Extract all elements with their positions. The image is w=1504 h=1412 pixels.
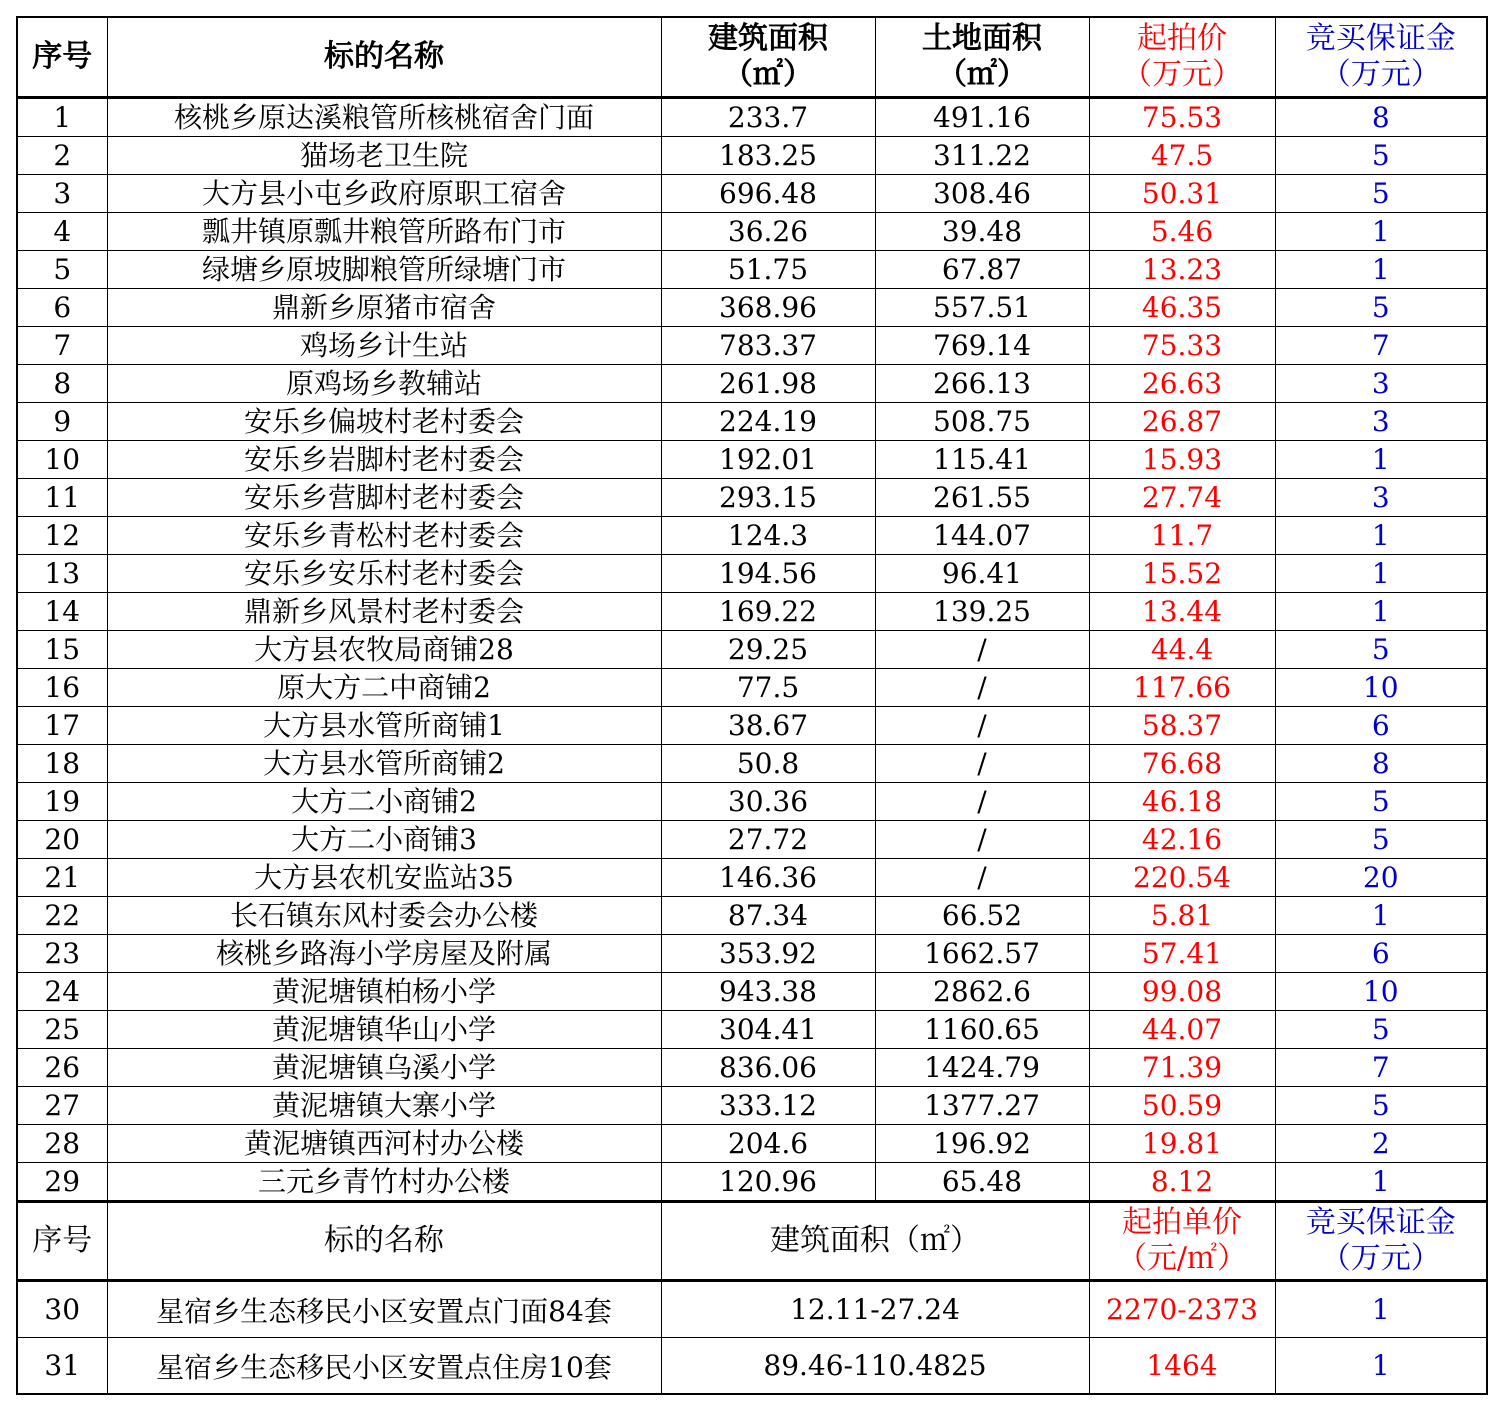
cell-land-area: / [875, 821, 1089, 859]
cell-deposit: 1 [1275, 213, 1487, 251]
table-row [17, 479, 1487, 517]
cell-building-area: 333.12 [661, 1087, 875, 1125]
cell-land-area: 1424.79 [875, 1049, 1089, 1087]
header-name: 标的名称 [107, 17, 661, 98]
cell-building-area: 183.25 [661, 137, 875, 175]
header-deposit [1275, 17, 1487, 98]
cell-land-area: 65.48 [875, 1163, 1089, 1202]
cell-land-area: 557.51 [875, 289, 1089, 327]
cell-start-price: 71.39 [1089, 1049, 1275, 1087]
table-header-row [17, 17, 1487, 98]
cell-building-area: 51.75 [661, 251, 875, 289]
cell-land-area: / [875, 745, 1089, 783]
cell-building-area: 120.96 [661, 1163, 875, 1202]
cell-seq: 5 [17, 251, 107, 289]
cell-name: 鼎新乡原猪市宿舍 [107, 289, 661, 327]
cell-seq: 24 [17, 973, 107, 1011]
cell-seq: 6 [17, 289, 107, 327]
sub-header-seq: 序号 [17, 1202, 107, 1281]
cell-deposit: 5 [1275, 175, 1487, 213]
cell-name: 安乐乡岩脚村老村委会 [107, 441, 661, 479]
table-row [17, 517, 1487, 555]
cell-deposit: 5 [1275, 631, 1487, 669]
table-row [17, 1125, 1487, 1163]
cell-seq: 25 [17, 1011, 107, 1049]
header-deposit-line1: 竞买保证金 [1305, 21, 1456, 56]
cell-seq: 10 [17, 441, 107, 479]
cell-start-price: 57.41 [1089, 935, 1275, 973]
cell-seq: 2 [17, 137, 107, 175]
cell-deposit: 3 [1275, 403, 1487, 441]
cell-land-area: 266.13 [875, 365, 1089, 403]
cell-land-area: 67.87 [875, 251, 1089, 289]
cell-land-area: / [875, 783, 1089, 821]
cell-name: 大方县小屯乡政府原职工宿舍 [107, 175, 661, 213]
cell-building-area: 89.46-110.4825 [661, 1338, 1089, 1395]
cell-start-price: 50.59 [1089, 1087, 1275, 1125]
cell-seq: 15 [17, 631, 107, 669]
cell-land-area: 1160.65 [875, 1011, 1089, 1049]
cell-land-area: 1662.57 [875, 935, 1089, 973]
sub-table-body [17, 1281, 1487, 1395]
cell-land-area: / [875, 669, 1089, 707]
cell-start-price: 75.53 [1089, 98, 1275, 137]
cell-deposit: 1 [1275, 441, 1487, 479]
cell-building-area: 783.37 [661, 327, 875, 365]
cell-unit-price: 2270-2373 [1089, 1281, 1275, 1338]
cell-name: 长石镇东风村委会办公楼 [107, 897, 661, 935]
cell-seq: 20 [17, 821, 107, 859]
cell-name: 鸡场乡计生站 [107, 327, 661, 365]
cell-start-price: 44.4 [1089, 631, 1275, 669]
cell-deposit: 1 [1275, 517, 1487, 555]
cell-name: 大方二小商铺3 [107, 821, 661, 859]
table-row [17, 289, 1487, 327]
cell-name: 黄泥塘镇西河村办公楼 [107, 1125, 661, 1163]
cell-deposit: 10 [1275, 669, 1487, 707]
cell-seq: 22 [17, 897, 107, 935]
cell-seq: 8 [17, 365, 107, 403]
cell-seq: 19 [17, 783, 107, 821]
cell-land-area: 196.92 [875, 1125, 1089, 1163]
cell-start-price: 27.74 [1089, 479, 1275, 517]
table-row [17, 1049, 1487, 1087]
cell-deposit: 1 [1275, 1338, 1487, 1395]
cell-name: 猫场老卫生院 [107, 137, 661, 175]
cell-deposit: 6 [1275, 707, 1487, 745]
cell-name: 大方县水管所商铺1 [107, 707, 661, 745]
table-body [17, 98, 1487, 1202]
cell-name: 安乐乡安乐村老村委会 [107, 555, 661, 593]
sub-header-deposit [1275, 1202, 1487, 1281]
cell-building-area: 50.8 [661, 745, 875, 783]
sub-header-unit-price [1089, 1202, 1275, 1281]
cell-seq: 4 [17, 213, 107, 251]
cell-deposit: 3 [1275, 365, 1487, 403]
cell-building-area: 77.5 [661, 669, 875, 707]
cell-land-area: 144.07 [875, 517, 1089, 555]
cell-land-area: 66.52 [875, 897, 1089, 935]
cell-name: 星宿乡生态移民小区安置点住房10套 [107, 1338, 661, 1395]
cell-deposit: 5 [1275, 821, 1487, 859]
cell-name: 黄泥塘镇柏杨小学 [107, 973, 661, 1011]
cell-building-area: 304.41 [661, 1011, 875, 1049]
auction-listing-sheet [16, 16, 1486, 1395]
cell-land-area: 491.16 [875, 98, 1089, 137]
cell-deposit: 7 [1275, 1049, 1487, 1087]
cell-seq: 30 [17, 1281, 107, 1338]
cell-seq: 26 [17, 1049, 107, 1087]
cell-start-price: 5.46 [1089, 213, 1275, 251]
cell-building-area: 194.56 [661, 555, 875, 593]
cell-building-area: 293.15 [661, 479, 875, 517]
table-row [17, 821, 1487, 859]
cell-start-price: 26.87 [1089, 403, 1275, 441]
cell-name: 安乐乡青松村老村委会 [107, 517, 661, 555]
cell-start-price: 220.54 [1089, 859, 1275, 897]
sub-header-building-area: 建筑面积（㎡） [661, 1202, 1089, 1281]
header-deposit-line2: （万元） [1320, 57, 1441, 92]
cell-land-area: 769.14 [875, 327, 1089, 365]
cell-seq: 23 [17, 935, 107, 973]
cell-seq: 11 [17, 479, 107, 517]
cell-building-area: 27.72 [661, 821, 875, 859]
cell-building-area: 146.36 [661, 859, 875, 897]
sub-header-deposit-line2: （万元） [1320, 1241, 1441, 1276]
header-land-area [875, 17, 1089, 98]
sub-table-section [17, 1202, 1487, 1281]
table-row [17, 175, 1487, 213]
cell-building-area: 943.38 [661, 973, 875, 1011]
cell-name: 大方县水管所商铺2 [107, 745, 661, 783]
cell-seq: 28 [17, 1125, 107, 1163]
cell-land-area: 115.41 [875, 441, 1089, 479]
cell-building-area: 353.92 [661, 935, 875, 973]
cell-seq: 12 [17, 517, 107, 555]
cell-start-price: 50.31 [1089, 175, 1275, 213]
table-row [17, 935, 1487, 973]
cell-land-area: 2862.6 [875, 973, 1089, 1011]
table-row [17, 98, 1487, 137]
cell-start-price: 75.33 [1089, 327, 1275, 365]
cell-start-price: 42.16 [1089, 821, 1275, 859]
cell-deposit: 1 [1275, 593, 1487, 631]
cell-deposit: 2 [1275, 1125, 1487, 1163]
cell-name: 大方二小商铺2 [107, 783, 661, 821]
header-start-price-line2: （万元） [1122, 57, 1242, 92]
table-row [17, 555, 1487, 593]
table-row [17, 593, 1487, 631]
cell-start-price: 5.81 [1089, 897, 1275, 935]
cell-seq: 14 [17, 593, 107, 631]
sub-header-name: 标的名称 [107, 1202, 661, 1281]
table-row [17, 669, 1487, 707]
table-row [17, 365, 1487, 403]
cell-seq: 29 [17, 1163, 107, 1202]
table-row [17, 1163, 1487, 1202]
header-land-area-line2: （㎡） [937, 57, 1027, 92]
cell-deposit: 3 [1275, 479, 1487, 517]
header-building-area [661, 17, 875, 98]
cell-deposit: 10 [1275, 973, 1487, 1011]
cell-start-price: 44.07 [1089, 1011, 1275, 1049]
cell-land-area: 311.22 [875, 137, 1089, 175]
cell-seq: 16 [17, 669, 107, 707]
cell-building-area: 204.6 [661, 1125, 875, 1163]
cell-start-price: 46.18 [1089, 783, 1275, 821]
cell-name: 核桃乡原达溪粮管所核桃宿舍门面 [107, 98, 661, 137]
table-row [17, 897, 1487, 935]
cell-building-area: 192.01 [661, 441, 875, 479]
cell-deposit: 1 [1275, 555, 1487, 593]
cell-deposit: 1 [1275, 1281, 1487, 1338]
cell-name: 安乐乡营脚村老村委会 [107, 479, 661, 517]
cell-name: 核桃乡路海小学房屋及附属 [107, 935, 661, 973]
sub-table-row [17, 1281, 1487, 1338]
cell-name: 瓢井镇原瓢井粮管所路布门市 [107, 213, 661, 251]
sub-header-deposit-line1: 竞买保证金 [1305, 1205, 1456, 1240]
auction-table [16, 16, 1488, 1395]
cell-building-area: 368.96 [661, 289, 875, 327]
cell-building-area: 233.7 [661, 98, 875, 137]
cell-building-area: 36.26 [661, 213, 875, 251]
cell-building-area: 38.67 [661, 707, 875, 745]
table-row [17, 859, 1487, 897]
cell-deposit: 1 [1275, 251, 1487, 289]
cell-building-area: 261.98 [661, 365, 875, 403]
cell-land-area: 139.25 [875, 593, 1089, 631]
cell-deposit: 5 [1275, 783, 1487, 821]
cell-deposit: 8 [1275, 98, 1487, 137]
cell-land-area: 508.75 [875, 403, 1089, 441]
cell-seq: 27 [17, 1087, 107, 1125]
cell-seq: 9 [17, 403, 107, 441]
cell-name: 黄泥塘镇大寨小学 [107, 1087, 661, 1125]
cell-land-area: 1377.27 [875, 1087, 1089, 1125]
table-row [17, 403, 1487, 441]
cell-seq: 17 [17, 707, 107, 745]
table-row [17, 783, 1487, 821]
sub-table-row [17, 1338, 1487, 1395]
cell-land-area: / [875, 859, 1089, 897]
cell-start-price: 117.66 [1089, 669, 1275, 707]
cell-building-area: 124.3 [661, 517, 875, 555]
cell-start-price: 99.08 [1089, 973, 1275, 1011]
table-row [17, 973, 1487, 1011]
cell-deposit: 1 [1275, 1163, 1487, 1202]
header-land-area-line1: 土地面积 [922, 21, 1042, 56]
cell-name: 安乐乡偏坡村老村委会 [107, 403, 661, 441]
cell-start-price: 46.35 [1089, 289, 1275, 327]
table-row [17, 707, 1487, 745]
table-row [17, 441, 1487, 479]
sub-header-row [17, 1202, 1487, 1281]
cell-name: 星宿乡生态移民小区安置点门面84套 [107, 1281, 661, 1338]
cell-deposit: 5 [1275, 1011, 1487, 1049]
header-building-area-line2: （㎡） [723, 57, 813, 92]
cell-building-area: 696.48 [661, 175, 875, 213]
cell-name: 黄泥塘镇乌溪小学 [107, 1049, 661, 1087]
cell-land-area: 96.41 [875, 555, 1089, 593]
table-row [17, 251, 1487, 289]
table-row [17, 1011, 1487, 1049]
cell-building-area: 169.22 [661, 593, 875, 631]
cell-unit-price: 1464 [1089, 1338, 1275, 1395]
cell-start-price: 11.7 [1089, 517, 1275, 555]
cell-deposit: 6 [1275, 935, 1487, 973]
cell-building-area: 224.19 [661, 403, 875, 441]
cell-name: 三元乡青竹村办公楼 [107, 1163, 661, 1202]
cell-seq: 18 [17, 745, 107, 783]
cell-deposit: 20 [1275, 859, 1487, 897]
cell-deposit: 1 [1275, 897, 1487, 935]
cell-building-area: 87.34 [661, 897, 875, 935]
cell-land-area: 308.46 [875, 175, 1089, 213]
cell-deposit: 5 [1275, 1087, 1487, 1125]
cell-start-price: 13.44 [1089, 593, 1275, 631]
cell-start-price: 8.12 [1089, 1163, 1275, 1202]
header-start-price-line1: 起拍价 [1137, 21, 1227, 56]
cell-seq: 7 [17, 327, 107, 365]
cell-deposit: 7 [1275, 327, 1487, 365]
header-building-area-line1: 建筑面积 [708, 21, 828, 56]
table-row [17, 137, 1487, 175]
cell-deposit: 8 [1275, 745, 1487, 783]
header-start-price [1089, 17, 1275, 98]
cell-name: 大方县农机安监站35 [107, 859, 661, 897]
cell-seq: 21 [17, 859, 107, 897]
cell-start-price: 76.68 [1089, 745, 1275, 783]
cell-land-area: 261.55 [875, 479, 1089, 517]
cell-building-area: 12.11-27.24 [661, 1281, 1089, 1338]
table-row [17, 631, 1487, 669]
cell-name: 鼎新乡风景村老村委会 [107, 593, 661, 631]
cell-start-price: 15.52 [1089, 555, 1275, 593]
cell-name: 绿塘乡原坡脚粮管所绿塘门市 [107, 251, 661, 289]
cell-land-area: / [875, 631, 1089, 669]
cell-building-area: 30.36 [661, 783, 875, 821]
table-row [17, 1087, 1487, 1125]
cell-name: 原鸡场乡教辅站 [107, 365, 661, 403]
cell-start-price: 19.81 [1089, 1125, 1275, 1163]
table-row [17, 327, 1487, 365]
cell-seq: 3 [17, 175, 107, 213]
sub-header-unit-price-line2: （元/㎡） [1116, 1241, 1248, 1276]
cell-start-price: 47.5 [1089, 137, 1275, 175]
cell-name: 原大方二中商铺2 [107, 669, 661, 707]
cell-start-price: 26.63 [1089, 365, 1275, 403]
cell-building-area: 29.25 [661, 631, 875, 669]
cell-deposit: 5 [1275, 137, 1487, 175]
cell-seq: 1 [17, 98, 107, 137]
cell-land-area: / [875, 707, 1089, 745]
cell-name: 黄泥塘镇华山小学 [107, 1011, 661, 1049]
sub-header-unit-price-line1: 起拍单价 [1122, 1205, 1242, 1240]
header-seq: 序号 [17, 17, 107, 98]
cell-seq: 31 [17, 1338, 107, 1395]
table-row [17, 745, 1487, 783]
cell-building-area: 836.06 [661, 1049, 875, 1087]
cell-name: 大方县农牧局商铺28 [107, 631, 661, 669]
cell-start-price: 13.23 [1089, 251, 1275, 289]
cell-land-area: 39.48 [875, 213, 1089, 251]
cell-deposit: 5 [1275, 289, 1487, 327]
cell-seq: 13 [17, 555, 107, 593]
table-row [17, 213, 1487, 251]
cell-start-price: 58.37 [1089, 707, 1275, 745]
cell-start-price: 15.93 [1089, 441, 1275, 479]
